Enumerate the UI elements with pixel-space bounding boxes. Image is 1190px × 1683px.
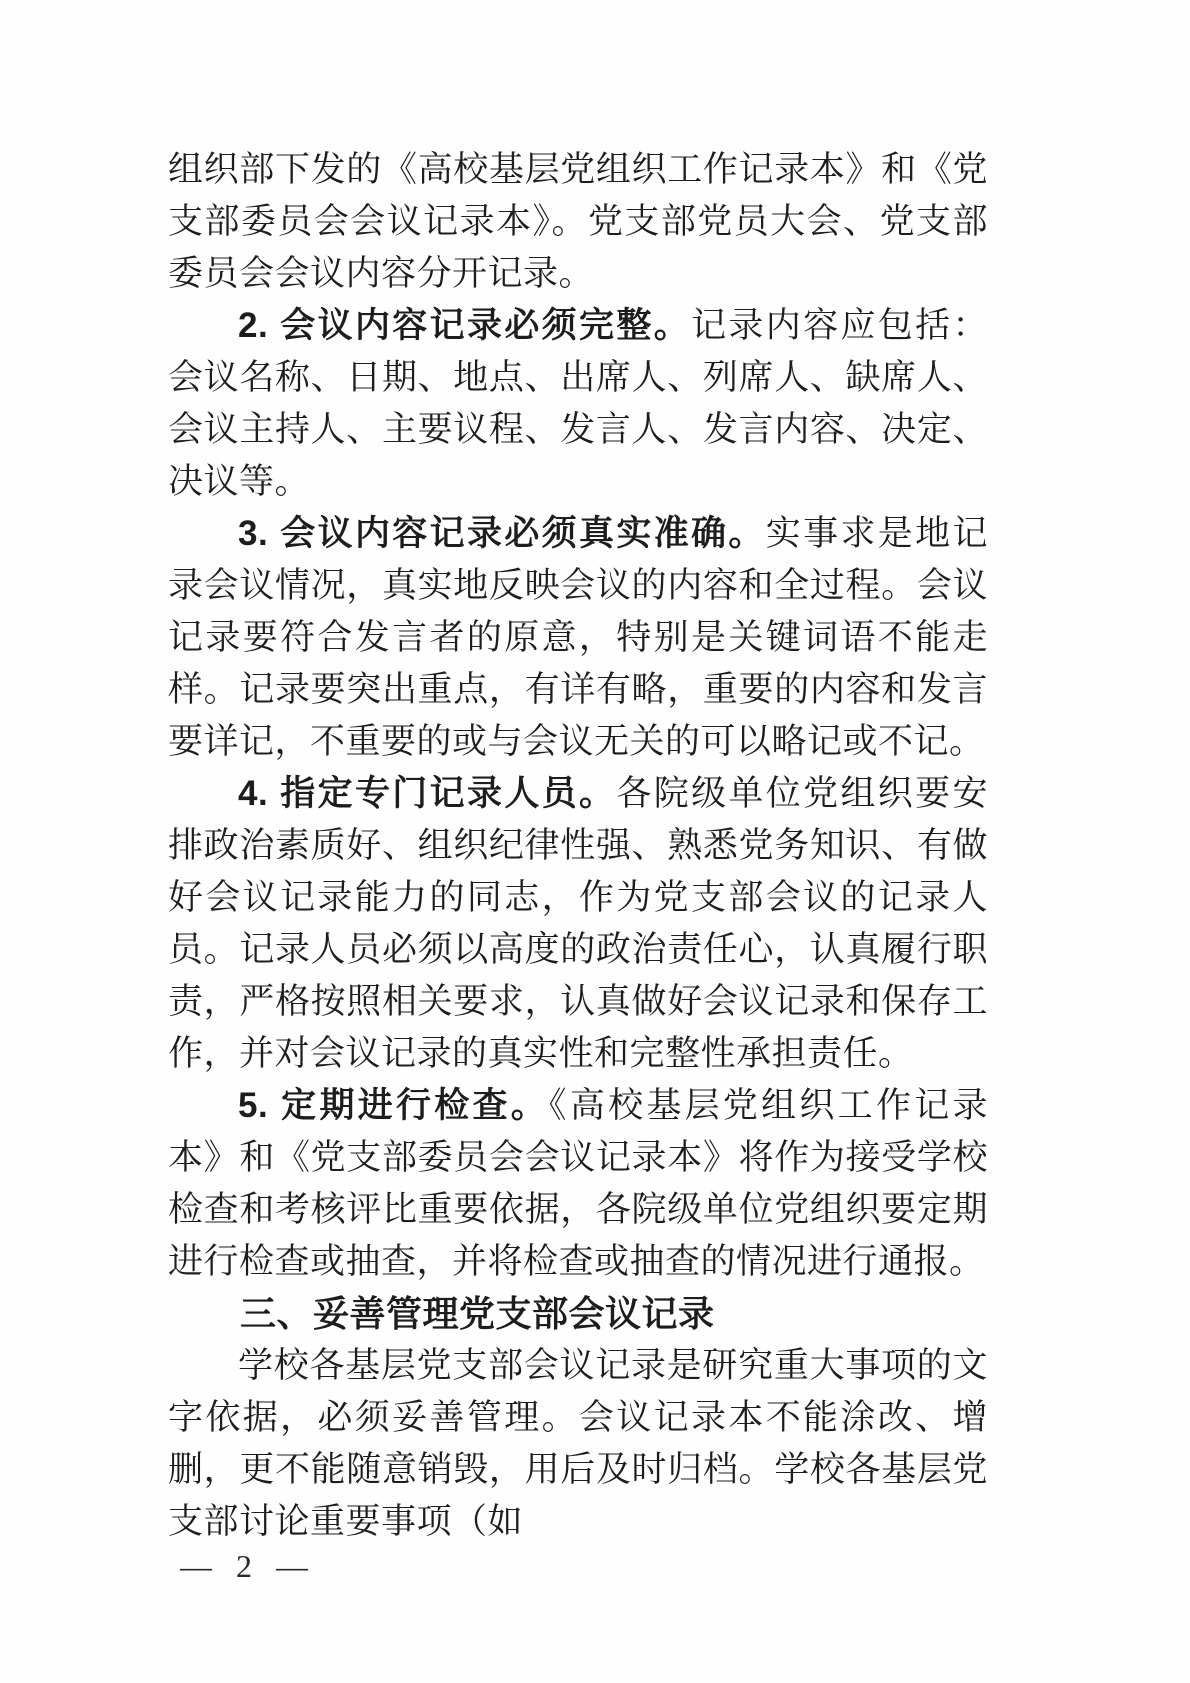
paragraph-item-4 [168,768,988,1080]
paragraph-closing: 学校各基层党支部会议记录是研究重大事项的文字依据，必须妥善管理。会议记录本不能涂改、增删，更不能随意销毁，用后及时归档。学校各基层党支部讨论重要事项（如 [168,1346,988,1541]
paragraph-text: 《高校基层党组织工作记录本》和《党支部委员会会议记录本》将作为接受学校检查和考核评比重要依据，各院级单位党组织要定期进行检查或抽查，并将检查或抽查的情况进行通报。 [168,1086,988,1281]
paragraph-lead: 3. 会议内容记录必须真实准确。 [238,514,766,553]
section-heading: 三、妥善管理党支部会议记录 [240,1293,715,1334]
paragraph-text: 实事求是地记录会议情况，真实地反映会议的内容和全过程。会议记录要符合发言者的原意，特别是关键词语不能走样。记录要突出重点，有详有略，重要的内容和发言要详记，不重要的或与会议无关的可以略记或不记。 [168,514,988,761]
paragraph-item-3 [168,508,988,768]
paragraph-lead: 2. 会议内容记录必须完整。 [238,306,692,345]
page-number: — 2 — [180,1548,316,1584]
paragraph-text: 记录内容应包括：会议名称、日期、地点、出席人、列席人、缺席人、会议主持人、主要议程、发言人、发言内容、决定、决议等。 [168,306,988,501]
paragraph-text: 组织部下发的《高校基层党组织工作记录本》和《党支部委员会会议记录本》。党支部党员大会、党支部委员会会议内容分开记录。 [168,150,988,293]
paragraph-text: 各院级单位党组织要安排政治素质好、组织纪律性强、熟悉党务知识、有做好会议记录能力的同志，作为党支部会议的记录人员。记录人员必须以高度的政治责任心，认真履行职责，严格按照相关要求，认真做好会议记录和保存工作，并对会议记录的真实性和完整性承担责任。 [168,774,988,1073]
paragraph-item-2 [168,300,988,508]
paragraph-lead: 4. 指定专门记录人员。 [238,774,617,813]
document-body [168,144,988,1548]
paragraph-item-5 [168,1080,988,1288]
paragraph-lead: 5. 定期进行检查。 [238,1086,550,1125]
paragraph-continuation [168,144,988,300]
